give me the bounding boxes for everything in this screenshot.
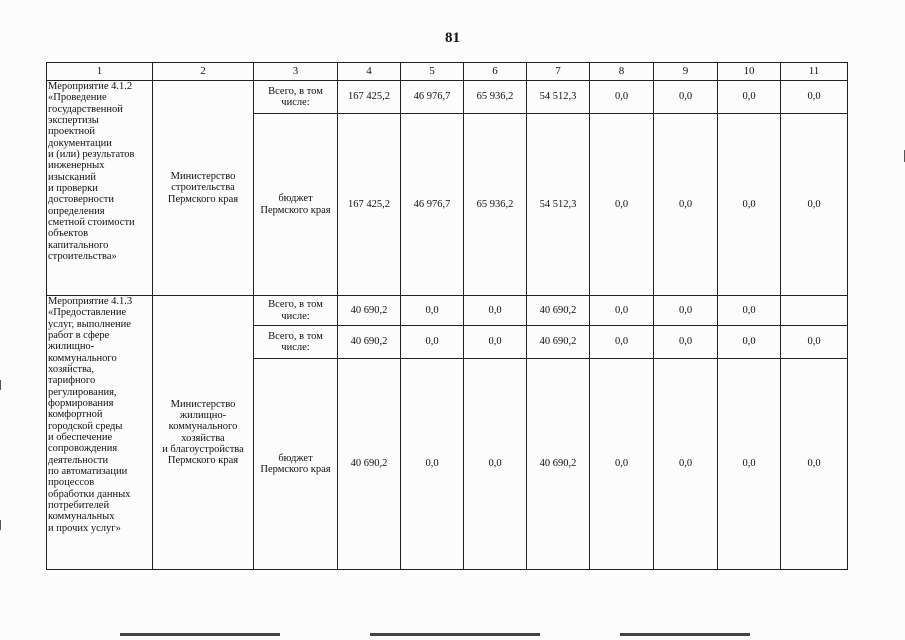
value-cell: 0,0	[464, 359, 527, 570]
value-cell: 46 976,7	[401, 114, 464, 296]
funding-source: Всего, в том числе:	[254, 296, 338, 326]
value-cell: 0,0	[654, 114, 718, 296]
header-col-5: 5	[401, 63, 464, 81]
scan-edge-mark	[0, 380, 1, 390]
value-cell: 0,0	[718, 326, 781, 359]
value-cell	[781, 296, 848, 326]
value-cell: 40 690,2	[338, 359, 401, 570]
value-cell: 0,0	[401, 326, 464, 359]
header-col-6: 6	[464, 63, 527, 81]
value-cell: 40 690,2	[338, 296, 401, 326]
event-4-1-3-responsible: Министерство жилищно- коммунального хозяйства и благоустройства Пермского края	[153, 296, 254, 570]
scan-edge-mark	[0, 520, 1, 530]
header-col-9: 9	[654, 63, 718, 81]
value-cell: 167 425,2	[338, 81, 401, 114]
value-cell: 0,0	[718, 81, 781, 114]
funding-source: бюджет Пермского края	[254, 359, 338, 570]
value-cell: 0,0	[781, 81, 848, 114]
value-cell: 0,0	[654, 296, 718, 326]
value-cell: 0,0	[654, 81, 718, 114]
budget-table	[46, 62, 848, 570]
event-4-1-2-title: Мероприятие 4.1.2 «Проведение государственной экспертизы проектной документации и (или) результатов инженерных изысканий и проверки достоверности определения сметной стоимости объектов капитального строительства»	[47, 81, 153, 296]
value-cell: 0,0	[464, 296, 527, 326]
funding-source: бюджет Пермского края	[254, 114, 338, 296]
funding-source: Всего, в том числе:	[254, 326, 338, 359]
value-cell: 46 976,7	[401, 81, 464, 114]
header-row	[47, 63, 848, 81]
table-row	[47, 81, 848, 114]
header-col-1: 1	[47, 63, 153, 81]
header-col-2: 2	[153, 63, 254, 81]
next-page-fragment	[370, 633, 540, 636]
value-cell: 0,0	[590, 359, 654, 570]
header-col-8: 8	[590, 63, 654, 81]
event-4-1-3-title: Мероприятие 4.1.3 «Предоставление услуг, выполнение работ в сфере жилищно- коммунального хозяйства, тарифного регулирования, формирования комфортной городской среды и обеспечение сопровождения деятельности по автоматизации процессов обработки данных потребителей коммунальных и прочих услуг»	[47, 296, 153, 570]
value-cell: 0,0	[654, 326, 718, 359]
value-cell: 0,0	[590, 114, 654, 296]
value-cell: 0,0	[781, 114, 848, 296]
value-cell: 0,0	[590, 296, 654, 326]
value-cell: 65 936,2	[464, 114, 527, 296]
value-cell: 0,0	[781, 359, 848, 570]
value-cell: 0,0	[590, 326, 654, 359]
value-cell: 0,0	[590, 81, 654, 114]
value-cell: 0,0	[401, 359, 464, 570]
value-cell: 40 690,2	[527, 359, 590, 570]
value-cell: 167 425,2	[338, 114, 401, 296]
header-col-10: 10	[718, 63, 781, 81]
table-row	[47, 296, 848, 326]
value-cell: 54 512,3	[527, 114, 590, 296]
value-cell: 40 690,2	[338, 326, 401, 359]
value-cell: 0,0	[781, 326, 848, 359]
value-cell: 0,0	[718, 296, 781, 326]
page-number: 81	[445, 30, 460, 46]
next-page-fragment	[620, 633, 750, 636]
value-cell: 0,0	[401, 296, 464, 326]
header-col-4: 4	[338, 63, 401, 81]
header-col-7: 7	[527, 63, 590, 81]
value-cell: 65 936,2	[464, 81, 527, 114]
value-cell: 40 690,2	[527, 296, 590, 326]
header-col-3: 3	[254, 63, 338, 81]
event-4-1-2-responsible: Министерство строительства Пермского края	[153, 81, 254, 296]
value-cell: 54 512,3	[527, 81, 590, 114]
value-cell: 0,0	[718, 359, 781, 570]
value-cell: 0,0	[464, 326, 527, 359]
header-col-11: 11	[781, 63, 848, 81]
next-page-fragment	[120, 633, 280, 636]
value-cell: 0,0	[654, 359, 718, 570]
funding-source: Всего, в том числе:	[254, 81, 338, 114]
value-cell: 40 690,2	[527, 326, 590, 359]
value-cell: 0,0	[718, 114, 781, 296]
